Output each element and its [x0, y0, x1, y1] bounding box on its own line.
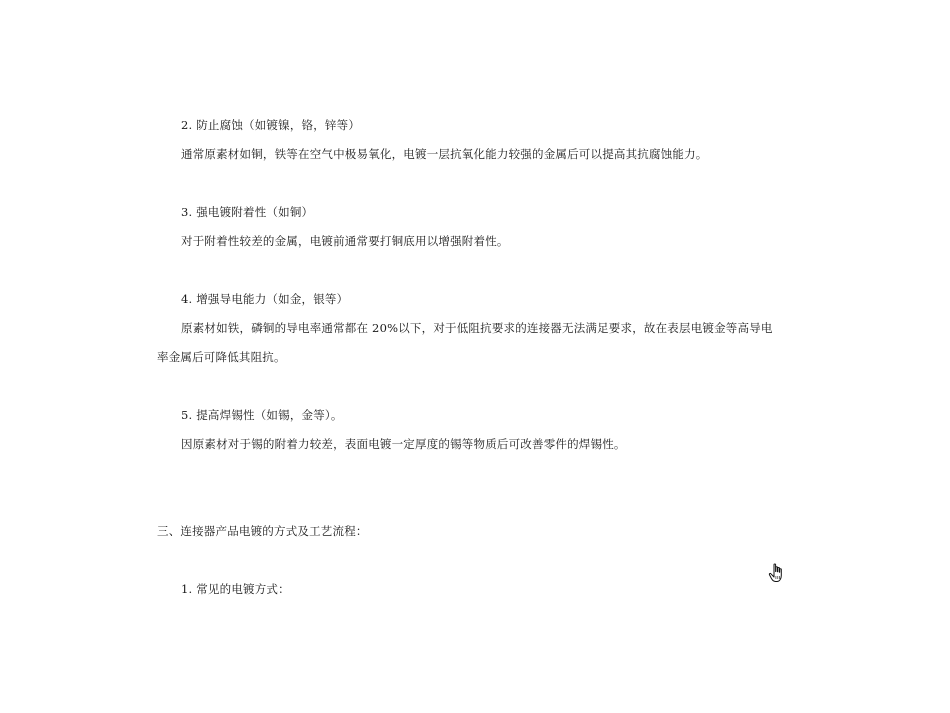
section-4-body-line-1: 原素材如铁，磷铜的导电率通常都在 20%以下，对于低阻抗要求的连接器无法满足要求，故在表层电镀金等高导电	[181, 321, 773, 335]
subheading-plating-methods: 1. 常见的电镀方式：	[181, 582, 290, 596]
section-4-body-line-2: 率金属后可降低其阻抗。	[157, 350, 286, 364]
section-5-body-line-1: 因原素材对于锡的附着力较差，表面电镀一定厚度的锡等物质后可改善零件的焊锡性。	[181, 437, 626, 451]
hand-pointer-icon	[768, 563, 786, 583]
section-2-heading: 2. 防止腐蚀（如镀镍，铬，锌等）	[181, 118, 361, 132]
section-2-body-line-1: 通常原素材如铜，铁等在空气中极易氧化，电镀一层抗氧化能力较强的金属后可以提高其抗腐蚀能力。	[181, 147, 708, 161]
section-4-heading: 4. 增强导电能力（如金，银等）	[181, 292, 349, 306]
chapter-heading: 三、连接器产品电镀的方式及工艺流程：	[157, 524, 368, 538]
section-3-heading: 3. 强电镀附着性（如铜）	[181, 205, 314, 219]
section-3-body-line-1: 对于附着性较差的金属，电镀前通常要打铜底用以增强附着性。	[181, 234, 509, 248]
section-5-heading: 5. 提高焊锡性（如锡，金等）。	[181, 408, 343, 422]
